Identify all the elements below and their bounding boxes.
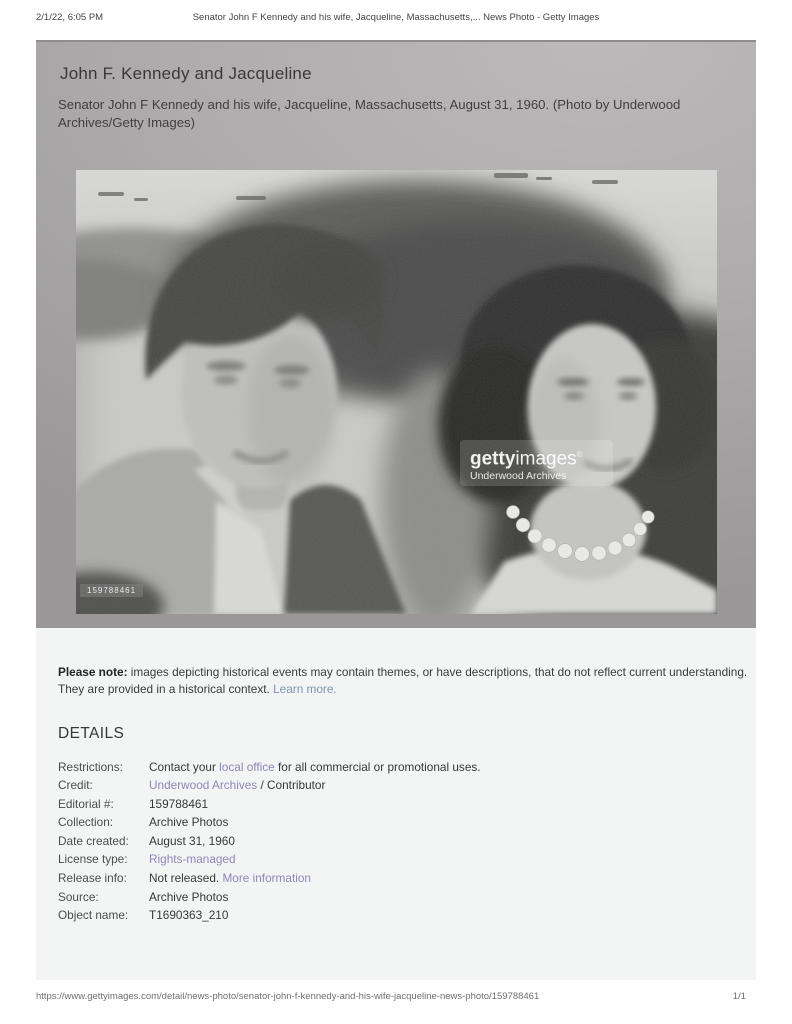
detail-text: Not released. xyxy=(149,871,223,886)
watermark-trademark: ® xyxy=(576,450,583,459)
asset-id-chip: 159788461 xyxy=(80,584,143,597)
learn-more-link[interactable]: Learn more. xyxy=(273,681,337,696)
print-datetime: 2/1/22, 6:05 PM xyxy=(36,12,104,23)
details-rows xyxy=(58,758,734,925)
watermark-collection: Underwood Archives xyxy=(470,470,567,483)
detail-text: for all commercial or promotional uses. xyxy=(274,759,481,774)
news-photo-illustration xyxy=(76,170,717,614)
detail-value xyxy=(149,888,228,907)
detail-row-credit xyxy=(58,776,734,795)
print-footer xyxy=(36,991,756,1005)
print-url: https://www.gettyimages.com/detail/news-photo/senator-john-f-kennedy-and-his-wife-jacqueline-news-photo/159788461 xyxy=(36,991,540,1002)
getty-watermark-brand xyxy=(470,444,603,469)
detail-label: License type: xyxy=(58,852,128,867)
detail-text: 159788461 xyxy=(149,796,209,811)
getty-watermark xyxy=(460,440,613,486)
detail-row-date-created xyxy=(58,832,734,851)
page-title: John F. Kennedy and Jacqueline xyxy=(60,64,312,83)
print-document-title: Senator John F Kennedy and his wife, Jacqueline, Massachusetts,... News Photo - Getty Images xyxy=(192,12,600,23)
detail-label: Credit: xyxy=(58,778,93,793)
detail-row-source xyxy=(58,888,734,907)
print-header xyxy=(36,12,756,26)
detail-value xyxy=(149,813,228,832)
detail-value xyxy=(149,832,235,851)
detail-value xyxy=(149,869,311,888)
detail-value xyxy=(149,906,228,925)
hero-section xyxy=(36,40,756,628)
detail-label: Release info: xyxy=(58,871,127,886)
detail-value xyxy=(149,758,481,777)
news-photo xyxy=(76,170,717,614)
detail-label: Date created: xyxy=(58,833,129,848)
detail-text: T1690363_210 xyxy=(149,908,229,923)
detail-text: August 31, 1960 xyxy=(149,833,235,848)
more-information-link[interactable]: More information xyxy=(222,871,311,886)
photo-caption: Senator John F Kennedy and his wife, Jacqueline, Massachusetts, August 31, 1960. (Photo by Underwood Archives/Getty Images) xyxy=(58,97,681,131)
details-section xyxy=(36,628,756,980)
watermark-images-text: images xyxy=(515,448,577,470)
detail-value xyxy=(149,776,325,795)
detail-row-license-type xyxy=(58,850,734,869)
historical-notice xyxy=(58,664,748,698)
local-office-link[interactable]: local office xyxy=(219,759,275,774)
detail-row-object-name xyxy=(58,906,734,925)
detail-value xyxy=(149,795,208,814)
detail-text: Contact your xyxy=(149,759,220,774)
print-page-number: 1/1 xyxy=(732,991,746,1002)
rights-managed-link[interactable]: Rights-managed xyxy=(149,852,236,867)
detail-label: Object name: xyxy=(58,908,129,923)
credit-link[interactable]: Underwood Archives xyxy=(149,778,258,793)
details-heading: DETAILS xyxy=(58,724,125,742)
detail-label: Restrictions: xyxy=(58,759,123,774)
notice-text: images depicting historical events may contain themes, or have descriptions, that do not reflect current understanding. They are provided in a historical context. xyxy=(58,665,748,696)
detail-row-editorial-number xyxy=(58,795,734,814)
detail-label: Source: xyxy=(58,889,99,904)
watermark-getty-text: getty xyxy=(470,448,516,470)
detail-row-collection xyxy=(58,813,734,832)
detail-label: Editorial #: xyxy=(58,796,114,811)
detail-label: Collection: xyxy=(58,815,114,830)
detail-text: Archive Photos xyxy=(149,815,229,830)
detail-row-restrictions xyxy=(58,758,734,777)
notice-bold-prefix: Please note: xyxy=(58,665,128,679)
detail-row-release-info xyxy=(58,869,734,888)
detail-value xyxy=(149,850,236,869)
detail-text: / Contributor xyxy=(257,778,326,793)
detail-text: Archive Photos xyxy=(149,889,229,904)
